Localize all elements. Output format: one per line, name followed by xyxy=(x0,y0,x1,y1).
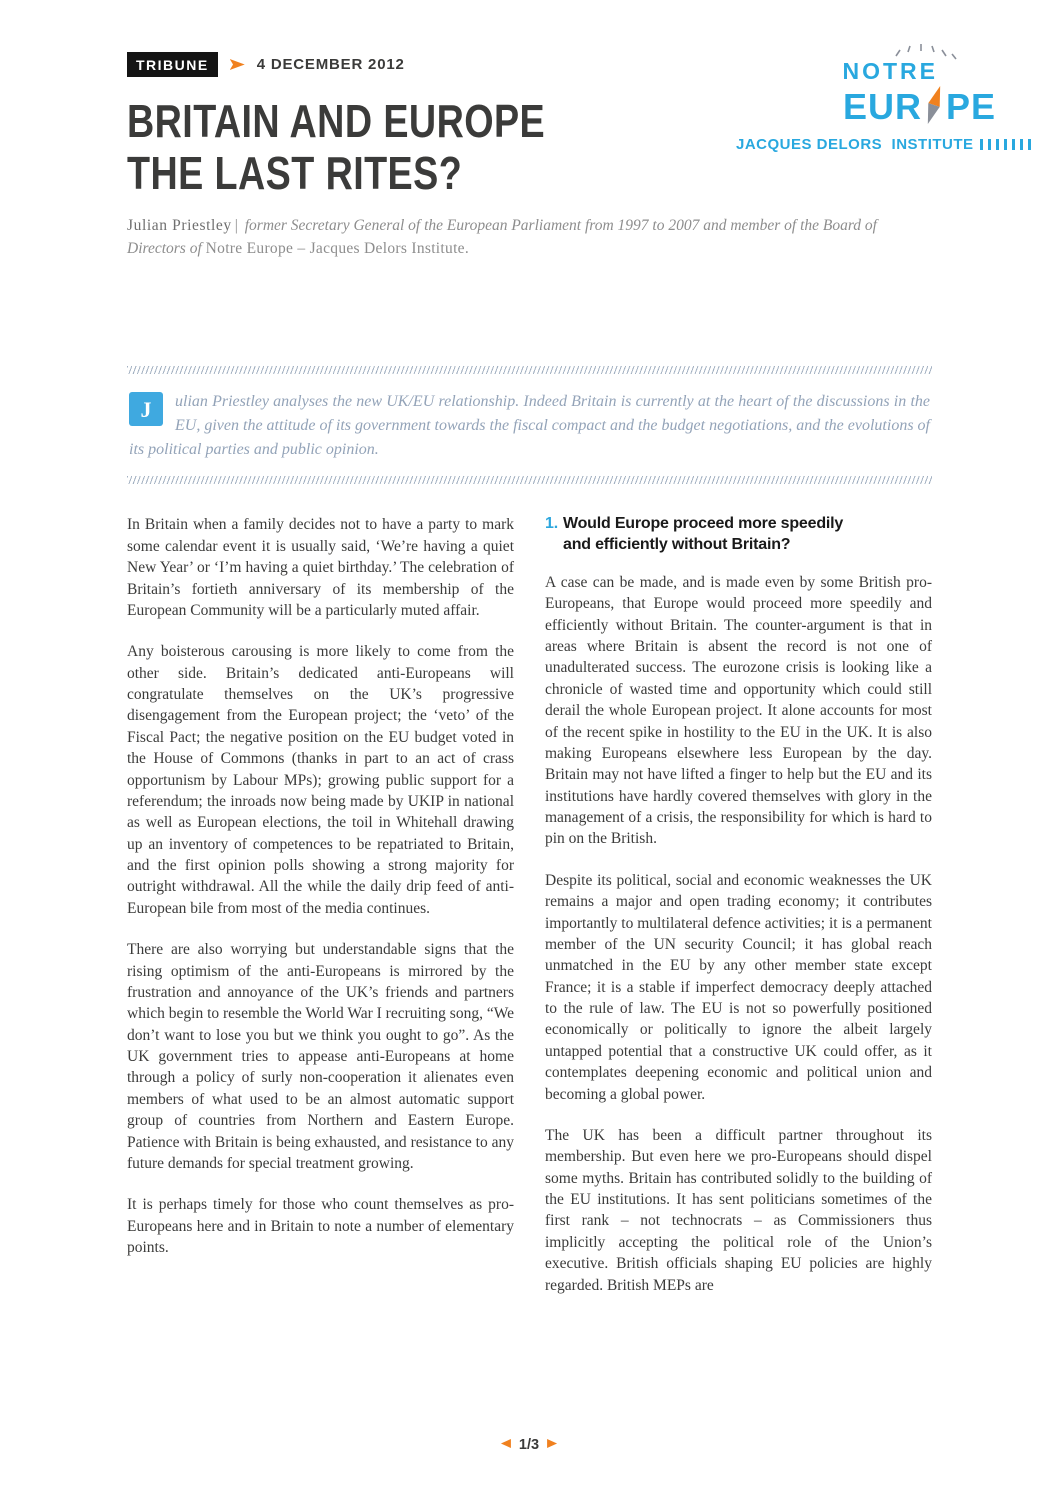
abstract-text-block xyxy=(127,374,932,476)
paragraph: Despite its political, social and economic weaknesses the UK remains a major and open trading economy; it contributes importantly to multilateral defence activities; it is a permanent member of the UN security Council; it has global reach unmatched in the EU by any other member state except France; it is a stable if imperfect democracy deeply attached to the rule of law. The EU is not so powerfully positioned economically or politically to ignore the albeit largely untapped potential that a constructive UK could offer, as it contemplates deepening economic and political union and becoming a global power. xyxy=(545,871,932,1103)
logo-word-notre: NOTRE xyxy=(842,58,938,84)
logo-word-europe xyxy=(736,83,996,134)
paragraph: A case can be made, and is made even by some British pro-Europeans, that Europe would proceed more speedily and efficiently without Britain. The counter-argument is that in areas where Britain is absent the record is not one of unadulterated success. The eurozone crisis is looking like a chronicle of wasted time and opportunity which could still derail the whole European project. It alone accounts for most of the recent spike in hostility to the EU in the UK. It is also making Europeans elsewhere less European by the day. Britain may not have lifted a finger to help but the EU and its institutions have hardly covered themselves with glory in the management of a crisis, the responsibility for which is hard to pin on the British. xyxy=(545,573,932,848)
logo-institute: INSTITUTE xyxy=(891,135,974,153)
title-line-2: THE LAST RITES? xyxy=(127,147,463,200)
previous-page-arrow-icon xyxy=(501,1439,511,1448)
paragraph: The UK has been a difficult partner throughout its membership. But even here we pro-Europeans should dispel some myths. Britain has contributed solidly to the building of the EU institutions. It has sent politicians sometimes of the first rank – not technocrats – as Commissioners thus implicitly accepting the political role of the Union’s executive. British officials shaping EU policies are highly regarded. British MEPs are xyxy=(545,1126,932,1294)
header xyxy=(127,52,996,260)
arrow-right-icon xyxy=(230,59,245,70)
author-description: former Secretary General of the European Parliament from 1997 to 2007 and member of the Board of Directors of xyxy=(127,216,877,258)
logo-pe: PE xyxy=(945,86,996,127)
page-title xyxy=(127,95,787,200)
tribune-badge: TRIBUNE xyxy=(127,52,218,77)
title-line-1: BRITAIN AND EUROPE xyxy=(127,95,546,147)
paragraph: Any boisterous carousing is more likely to come from the other side. Britain’s dedicated anti-Europeans will congratulate themselves on the UK’s progressive disengagement from the European project; the ‘veto’ of the Fiscal Pact; the negative position on the EU budget voted in the House of Commons (thanks in part to an act of crass opportunism by Labour MPs); growing public support for a referendum; the inroads now being made by UKIP in national as well as European elections, the toil in Whitehall drawing up an inventory of competences to be repatriated to Britain, and the first opinion polls showing a strong majority for outright withdrawal. All the while the daily drip feed of anti-European bile from most of the media continues. xyxy=(127,643,514,917)
right-column xyxy=(545,514,932,1316)
author-name: Julian Priestley xyxy=(127,216,232,234)
abstract-section xyxy=(127,366,932,484)
next-page-arrow-icon xyxy=(547,1439,557,1448)
logo-jacques-delors: JACQUES DELORS xyxy=(736,135,883,153)
organization-name: Notre Europe – Jacques Delors Institute. xyxy=(205,240,470,258)
byline xyxy=(127,214,932,261)
body-columns xyxy=(127,514,932,1316)
hatch-divider-bottom xyxy=(127,476,932,484)
section-title: Would Europe proceed more speedily and efficiently without Britain? xyxy=(563,515,844,554)
abstract-text: ulian Priestley analyses the new UK/EU relationship. Indeed Britain is currently at the heart of the discussions in the EU, given the attitude of its government towards the fiscal compact and the budget negotiations, and the evolutions of its political parties and public opinion. xyxy=(129,393,930,459)
paragraph: It is perhaps timely for those who count themselves as pro-Europeans here and in Britain to note a number of elementary points. xyxy=(127,1196,514,1256)
notre-europe-logo xyxy=(736,44,996,153)
compass-needle-icon xyxy=(919,83,949,134)
page-footer xyxy=(0,1437,1058,1453)
logo-eur: EUR xyxy=(842,86,922,127)
byline-separator: | xyxy=(234,216,238,234)
left-column xyxy=(127,514,514,1316)
page-number: 1/3 xyxy=(518,1437,540,1453)
paragraph: In Britain when a family decides not to have a party to mark some calendar event it is usually said, ‘We’re having a quiet New Year’ or ‘I’m having a quiet birthday.’ The celebration of Britain’s fortieth anniversary of its membership of the European Community will be a particularly muted affair. xyxy=(127,516,514,619)
section-heading xyxy=(545,514,875,556)
publication-date: 4 DECEMBER 2012 xyxy=(256,56,405,73)
paragraph: There are also worrying but understandable signs that the rising optimism of the anti-Europeans is mirrored by the frustration and annoyance of the UK’s friends and partners which begin to resemble the World War I recruiting song, “We don’t want to lose you but we think you ought to go”. As the UK government tries to appease anti-Europeans at home through a policy of surly non-cooperation it alienates even members of what used to be an almost automatic support group of countries from Northern and Eastern Europe. Patience with Britain is being exhausted, and resistance to any future demands for special treatment growing. xyxy=(127,941,514,1172)
compass-dial-ticks-icon xyxy=(736,44,996,60)
tick-bars-icon xyxy=(980,139,1032,150)
section-number: 1. xyxy=(545,515,558,533)
right-column-paragraphs xyxy=(545,572,932,1296)
hatch-divider-top xyxy=(127,366,932,374)
dropcap-j: J xyxy=(129,392,163,426)
logo-subtitle xyxy=(736,136,996,153)
